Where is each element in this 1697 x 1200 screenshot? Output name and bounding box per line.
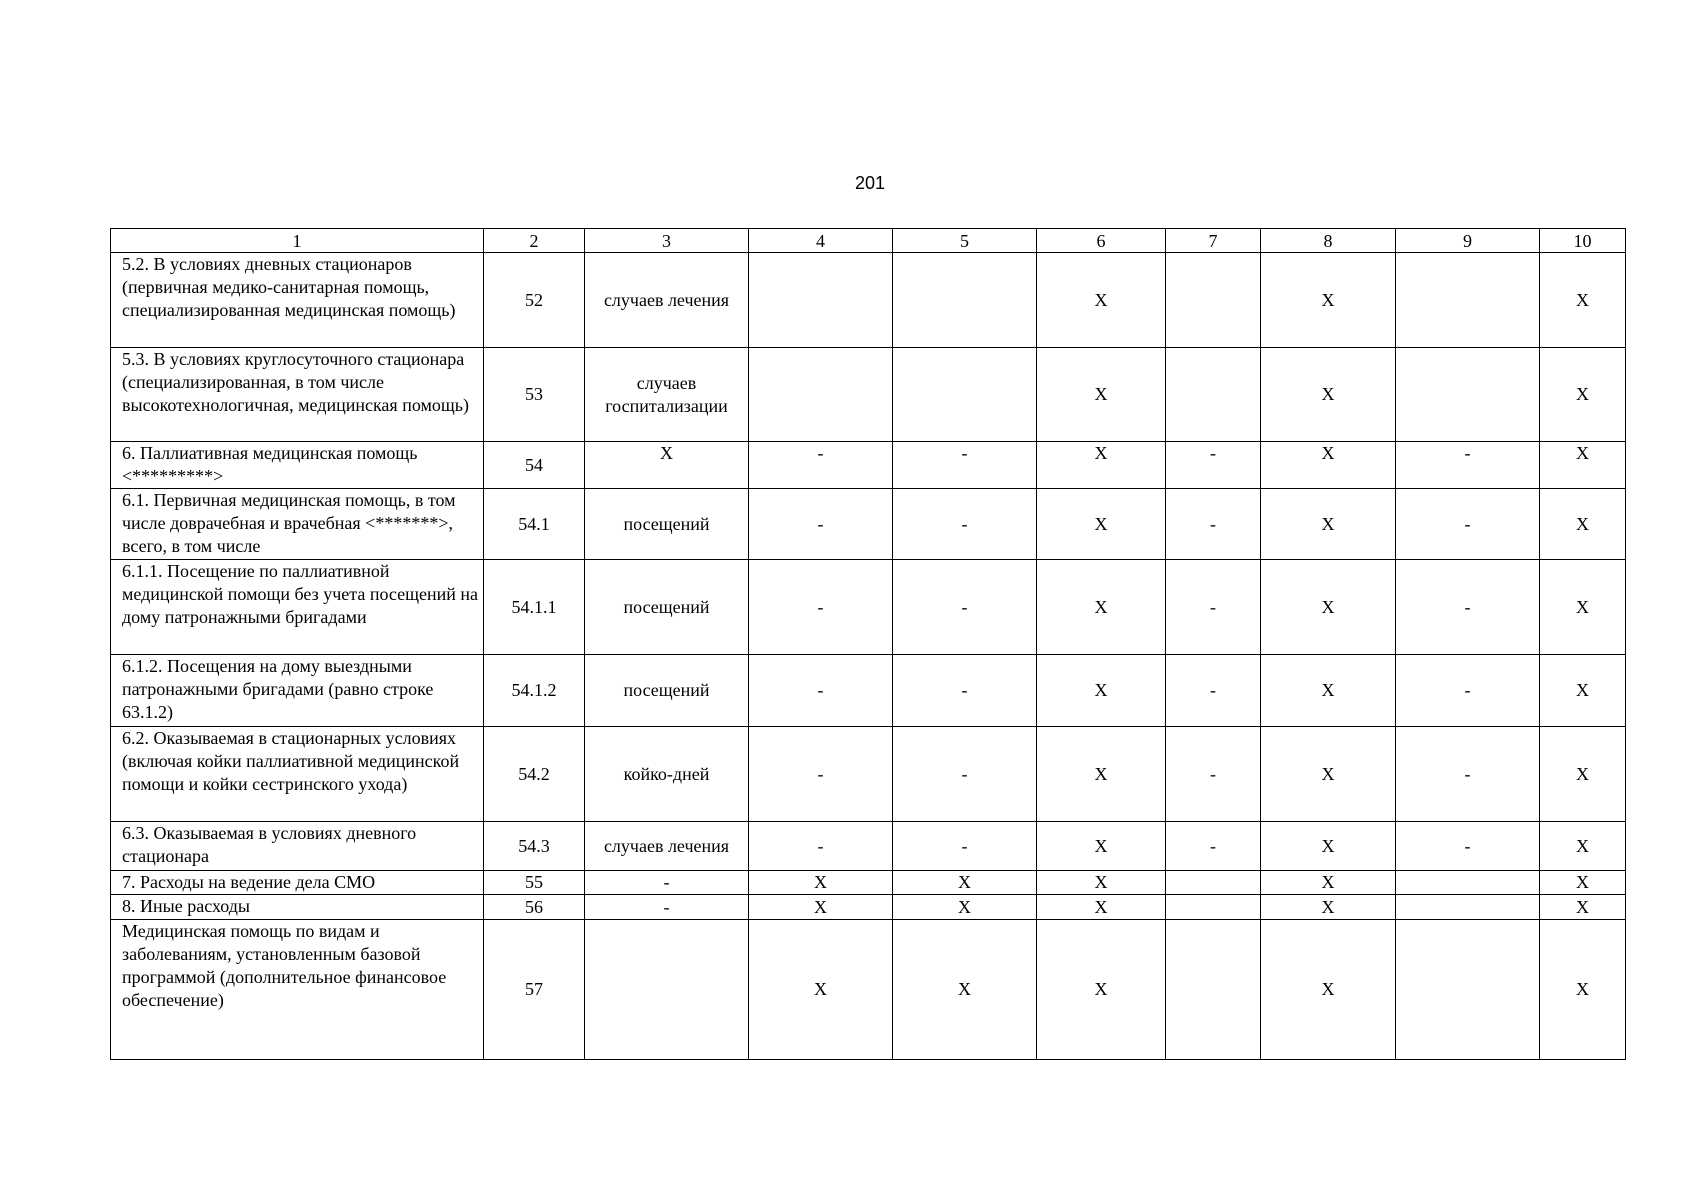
value-cell: X	[1540, 348, 1626, 442]
table-row	[111, 442, 1626, 489]
value-cell: X	[1540, 920, 1626, 1060]
value-cell: X	[1261, 560, 1396, 655]
table-row	[111, 895, 1626, 920]
header-cell: 10	[1540, 229, 1626, 253]
row-label: 6. Паллиативная медицинская помощь <*********>	[111, 442, 484, 489]
value-cell: -	[1166, 822, 1261, 871]
row-label: 5.3. В условиях круглосуточного стационара (специализированная, в том числе высокотехнологичная, медицинская помощь)	[111, 348, 484, 442]
header-cell: 6	[1037, 229, 1166, 253]
unit-cell: -	[585, 895, 749, 920]
value-cell: X	[893, 895, 1037, 920]
value-cell	[1166, 920, 1261, 1060]
value-cell: -	[749, 560, 893, 655]
row-label: 6.1.1. Посещение по паллиативной медицинской помощи без учета посещений на дому патронажными бригадами	[111, 560, 484, 655]
budget-table	[110, 228, 1626, 1060]
value-cell: X	[893, 871, 1037, 895]
value-cell	[1396, 253, 1540, 348]
value-cell: X	[1261, 920, 1396, 1060]
header-row	[111, 229, 1626, 253]
value-cell: X	[1540, 822, 1626, 871]
unit-cell: X	[585, 442, 749, 489]
value-cell: X	[1540, 655, 1626, 727]
value-cell: X	[1540, 871, 1626, 895]
header-cell: 9	[1396, 229, 1540, 253]
row-label: 8. Иные расходы	[111, 895, 484, 920]
value-cell: X	[1037, 489, 1166, 560]
unit-cell: случаев лечения	[585, 822, 749, 871]
value-cell	[749, 348, 893, 442]
row-number: 52	[484, 253, 585, 348]
value-cell: -	[893, 489, 1037, 560]
table-row	[111, 871, 1626, 895]
unit-cell: -	[585, 871, 749, 895]
value-cell: X	[1261, 253, 1396, 348]
row-number: 54.1.2	[484, 655, 585, 727]
header-cell: 7	[1166, 229, 1261, 253]
value-cell: -	[1396, 560, 1540, 655]
value-cell: X	[1037, 920, 1166, 1060]
row-label: 6.3. Оказываемая в условиях дневного стационара	[111, 822, 484, 871]
value-cell: -	[893, 442, 1037, 489]
value-cell	[1396, 920, 1540, 1060]
table-row	[111, 348, 1626, 442]
value-cell	[1166, 348, 1261, 442]
row-label: 6.2. Оказываемая в стационарных условиях (включая койки паллиативной медицинской помощи и койки сестринского ухода)	[111, 727, 484, 822]
row-number: 57	[484, 920, 585, 1060]
value-cell	[1396, 348, 1540, 442]
value-cell	[1396, 871, 1540, 895]
value-cell: -	[1396, 442, 1540, 489]
value-cell: -	[1166, 727, 1261, 822]
value-cell: -	[1396, 655, 1540, 727]
value-cell	[893, 348, 1037, 442]
value-cell: -	[749, 822, 893, 871]
value-cell: X	[1037, 727, 1166, 822]
header-cell: 2	[484, 229, 585, 253]
value-cell	[1166, 253, 1261, 348]
value-cell: -	[1166, 560, 1261, 655]
value-cell: X	[1261, 871, 1396, 895]
table-row	[111, 489, 1626, 560]
value-cell: X	[1540, 895, 1626, 920]
value-cell	[893, 253, 1037, 348]
value-cell: X	[1540, 727, 1626, 822]
value-cell: X	[749, 895, 893, 920]
table-row	[111, 727, 1626, 822]
value-cell: -	[1396, 489, 1540, 560]
value-cell: X	[1037, 560, 1166, 655]
value-cell: -	[1166, 489, 1261, 560]
value-cell: X	[1037, 871, 1166, 895]
row-number: 54.1	[484, 489, 585, 560]
row-number: 53	[484, 348, 585, 442]
unit-cell: посещений	[585, 655, 749, 727]
row-label: Медицинская помощь по видам и заболеваниям, установленным базовой программой (дополнительное финансовое обеспечение)	[111, 920, 484, 1060]
unit-cell: случаев лечения	[585, 253, 749, 348]
table-row	[111, 655, 1626, 727]
row-label: 5.2. В условиях дневных стационаров (первичная медико-санитарная помощь, специализированная медицинская помощь)	[111, 253, 484, 348]
row-label: 6.1. Первичная медицинская помощь, в том числе доврачебная и врачебная <*******>, всего, в том числе	[111, 489, 484, 560]
value-cell: X	[1540, 253, 1626, 348]
value-cell: -	[1396, 727, 1540, 822]
value-cell	[1396, 895, 1540, 920]
value-cell: X	[749, 871, 893, 895]
value-cell: -	[893, 655, 1037, 727]
value-cell: X	[1037, 895, 1166, 920]
row-number: 54.3	[484, 822, 585, 871]
unit-cell: посещений	[585, 489, 749, 560]
value-cell	[1166, 871, 1261, 895]
value-cell: -	[893, 822, 1037, 871]
value-cell: X	[1540, 442, 1626, 489]
value-cell: X	[1261, 895, 1396, 920]
value-cell: X	[1261, 727, 1396, 822]
value-cell: X	[749, 920, 893, 1060]
unit-cell	[585, 920, 749, 1060]
unit-cell: койко-дней	[585, 727, 749, 822]
row-number: 54.2	[484, 727, 585, 822]
value-cell: X	[1261, 489, 1396, 560]
value-cell: -	[1166, 442, 1261, 489]
row-label: 6.1.2. Посещения на дому выездными патронажными бригадами (равно строке 63.1.2)	[111, 655, 484, 727]
row-label: 7. Расходы на ведение дела СМО	[111, 871, 484, 895]
value-cell: X	[1261, 822, 1396, 871]
unit-cell: случаев госпитализации	[585, 348, 749, 442]
unit-cell: посещений	[585, 560, 749, 655]
value-cell: X	[1261, 348, 1396, 442]
table-row	[111, 253, 1626, 348]
header-cell: 4	[749, 229, 893, 253]
header-cell: 3	[585, 229, 749, 253]
value-cell: X	[1037, 348, 1166, 442]
value-cell: -	[1166, 655, 1261, 727]
table-row	[111, 920, 1626, 1060]
row-number: 56	[484, 895, 585, 920]
value-cell: -	[893, 727, 1037, 822]
header-cell: 1	[111, 229, 484, 253]
value-cell: X	[1261, 655, 1396, 727]
value-cell: X	[893, 920, 1037, 1060]
value-cell: -	[749, 727, 893, 822]
value-cell: X	[1037, 253, 1166, 348]
value-cell: X	[1540, 560, 1626, 655]
value-cell: -	[749, 442, 893, 489]
value-cell: X	[1037, 655, 1166, 727]
value-cell	[749, 253, 893, 348]
value-cell: -	[893, 560, 1037, 655]
table-row	[111, 560, 1626, 655]
header-cell: 5	[893, 229, 1037, 253]
value-cell: -	[749, 489, 893, 560]
value-cell: X	[1261, 442, 1396, 489]
header-cell: 8	[1261, 229, 1396, 253]
value-cell	[1166, 895, 1261, 920]
row-number: 55	[484, 871, 585, 895]
value-cell: -	[1396, 822, 1540, 871]
value-cell: -	[749, 655, 893, 727]
table-row	[111, 822, 1626, 871]
row-number: 54.1.1	[484, 560, 585, 655]
value-cell: X	[1540, 489, 1626, 560]
value-cell: X	[1037, 822, 1166, 871]
value-cell: X	[1037, 442, 1166, 489]
row-number: 54	[484, 442, 585, 489]
page-number: 201	[854, 173, 886, 193]
